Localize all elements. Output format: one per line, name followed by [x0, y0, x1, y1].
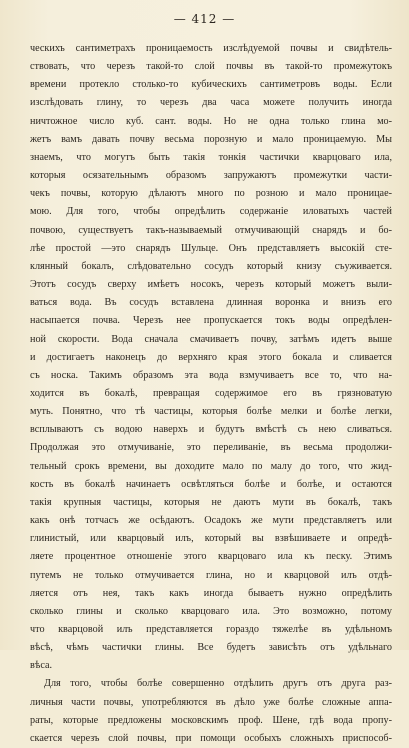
text-line: ничтожное число куб. сант. воды. Но не одна только глина мо- — [30, 115, 392, 127]
text-line: и достигаетъ наконецъ до верхняго края этого бокала и сливается — [30, 351, 392, 363]
text-line: кость въ бокалѣ начинаетъ освѣтляться болѣе и болѣе, и остаются — [30, 478, 392, 490]
page-number: — 412 — — [173, 12, 236, 26]
text-line: насыпается почва. Черезъ нее пропускается токъ воды опредѣлен- — [30, 315, 392, 327]
text-line: почвою, существуетъ такъ-называемый отмучивающій снарядъ и бо- — [30, 224, 392, 236]
text-line: ваться вода. Въ сосудъ вставлена длинная воронка и внизъ его — [30, 297, 392, 309]
text-line: Этотъ сосудъ сверху имѣетъ носокъ, черезъ который можетъ выли- — [30, 279, 392, 291]
text-line: ческихъ сантиметрахъ проницаемость изслѣдуемой почвы и свидѣтель- — [30, 43, 392, 54]
text-line: тельный срокъ времени, вы доходите мало по малу до того, что жид- — [30, 460, 392, 472]
text-line: что кварцовой илъ представляется гораздо тяжелѣе въ удѣльномъ — [30, 624, 392, 635]
text-line: такія крупныя частицы, которыя не даютъ мути въ бокалѣ, такъ — [30, 496, 392, 508]
text-line: клянный бокалъ, слѣдовательно сосудъ который книзу съуживается. — [30, 260, 392, 272]
text-line: жетъ вамъ давать почву весьма порозную и мало проницаемую. Мы — [30, 133, 392, 145]
text-line: времени протекло столько-то кубическихъ сантиметровъ воды. Если — [30, 79, 392, 91]
text-line: какъ онѣ тотчасъ же осѣдаютъ. Осадокъ же мути представляетъ или — [30, 515, 392, 527]
text-line: личныя части почвы, употребляются въ дѣло уже болѣе сложные аппа- — [30, 696, 392, 708]
text-line: чекъ почвы, которую дѣлаютъ много по розною и мало проницае- — [30, 188, 392, 200]
text-line: изслѣдовать глину, то черезъ два часа можете получить иногда — [30, 97, 392, 109]
text-line: скается черезъ слой почвы, при помощи особыхъ сложныхъ приспособ- — [30, 732, 392, 744]
text-line: ляете процентное отношеніе этого кварцоваго ила къ песку. Этимъ — [30, 551, 392, 563]
text-line: вѣсѣ, чѣмъ частички глины. Все будетъ зависѣть отъ удѣльнаго — [30, 642, 392, 654]
text-line: Продолжая это отмучиваніе, это переливаніе, въ весьма продолжи- — [30, 442, 392, 454]
text-line: сколько глины и сколько кварцоваго ила. Это возможно, потому — [30, 605, 392, 617]
text-line: которыя осязательнымъ образомъ запружаютъ промежутки части- — [30, 170, 392, 182]
text-line: глинистый, или кварцовый илъ, который вы взвѣшиваете и опредѣ- — [30, 533, 392, 545]
page-text — [30, 40, 392, 748]
text-line: раты, которые предложены московскимъ проф. Шене, гдѣ вода пропу- — [30, 714, 392, 726]
text-line: муть. Понятно, что тѣ частицы, которыя болѣе мелки и болѣе легки, — [30, 406, 392, 418]
text-line: мою. Для того, чтобы опредѣлить содержаніе иловатыхъ частей — [30, 206, 392, 218]
paragraph-end-line: вѣса. — [30, 660, 53, 672]
text-line: ствовать, что черезъ такой-то слой почвы въ такой-то промежутокъ — [30, 61, 392, 73]
paragraph-start-line: Для того, чтобы болѣе совершенно отдѣлить другъ отъ друга раз- — [44, 678, 392, 690]
text-line: знаемъ, что могутъ быть такія тонкія частички кварцоваго ила, — [30, 151, 392, 163]
text-line: ляется отъ нея, такъ какъ иногда бываетъ нужно опредѣлить — [30, 587, 392, 599]
text-line: всплываютъ съ водою наверхъ и будутъ вмѣстѣ съ нею сливаться. — [30, 424, 392, 436]
text-line: ходится въ бокалѣ, превращая содержимое его въ грязноватую — [30, 387, 392, 399]
text-line: лѣе простой —это снарядъ Шульце. Онъ представляетъ высокій сте- — [30, 242, 392, 254]
text-line: съ носка. Такимъ образомъ эта вода взмучиваетъ все то, что на- — [30, 369, 392, 381]
text-line: путемъ не только отмучивается глина, но и кварцовой илъ отдѣ- — [30, 569, 392, 581]
text-line: ной скорости. Вода сначала смачиваетъ почву, затѣмъ идетъ выше — [30, 333, 392, 345]
